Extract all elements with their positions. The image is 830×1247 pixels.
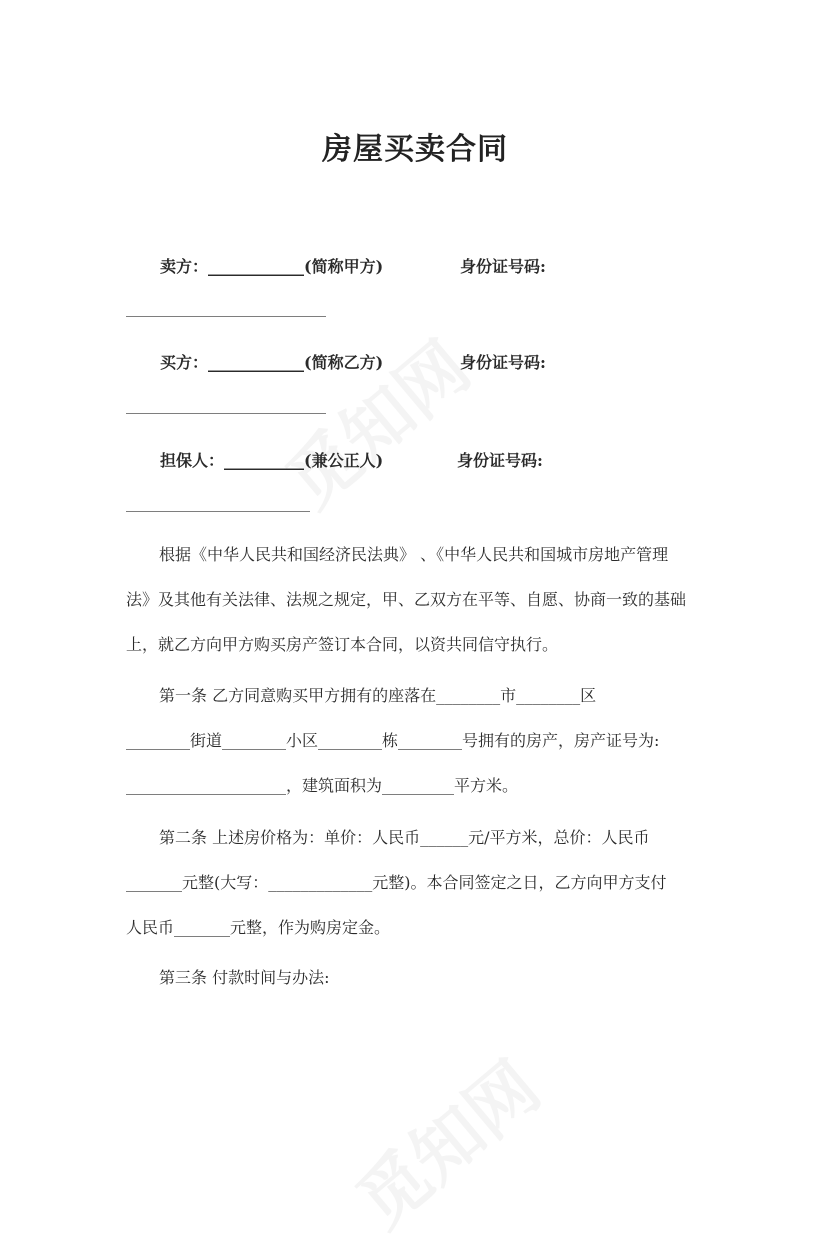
- buyer-id-label-text: 身份证号码:: [460, 353, 546, 372]
- article-1-line: ____________________，建筑面积为_________平方米。: [126, 776, 519, 795]
- guarantor-line: [160, 448, 383, 471]
- seller-id-blank: _________________________: [126, 298, 326, 317]
- buyer-id-blank: _________________________: [126, 395, 326, 414]
- guarantor-id-label-text: 身份证号码:: [457, 451, 543, 470]
- article-2-paragraph: [126, 815, 706, 950]
- buyer-id-label: [460, 350, 546, 373]
- watermark-bottom: [332, 1034, 558, 1246]
- preamble-line: 法》及其他有关法律、法规之规定，甲、乙双方在平等、自愿、协商一致的基础: [126, 590, 687, 609]
- article-1-line: ________街道________小区________栋________号拥有的房产，房产证号为:: [126, 731, 660, 750]
- preamble-paragraph: [126, 532, 706, 667]
- document-title: 房屋买卖合同: [322, 132, 508, 167]
- article-1-paragraph: [126, 673, 706, 808]
- article-2-line: 第二条 上述房价格为：单价：人民币______元/平方米，总价：人民币: [159, 828, 650, 847]
- article-2-line: _______元整(大写：_____________元整)。本合同签定之日，乙方向甲方支付: [126, 873, 667, 892]
- article-3-line: 第三条 付款时间与办法:: [159, 968, 330, 987]
- guarantor-id-blank: _______________________: [126, 493, 310, 512]
- seller-id-label: [460, 254, 546, 277]
- guarantor-label: 担保人：__________(兼公正人): [160, 451, 384, 470]
- article-2-line: 人民币_______元整，作为购房定金。: [126, 918, 391, 937]
- article-1-line: 第一条 乙方同意购买甲方拥有的座落在________市________区: [159, 686, 597, 705]
- buyer-line: [160, 350, 383, 373]
- seller-id-label-text: 身份证号码:: [460, 257, 546, 276]
- seller-label: 卖方：____________(简称甲方): [160, 257, 384, 276]
- article-3-paragraph: [126, 955, 706, 1000]
- preamble-line: 根据《中华人民共和国经济民法典》 、《中华人民共和国城市房地产管理: [159, 545, 669, 564]
- preamble-line: 上，就乙方向甲方购买房产签订本合同，以资共同信守执行。: [126, 635, 559, 654]
- buyer-label: 买方：____________(简称乙方): [160, 353, 384, 372]
- seller-line: [160, 254, 383, 277]
- guarantor-id-label: [457, 448, 543, 471]
